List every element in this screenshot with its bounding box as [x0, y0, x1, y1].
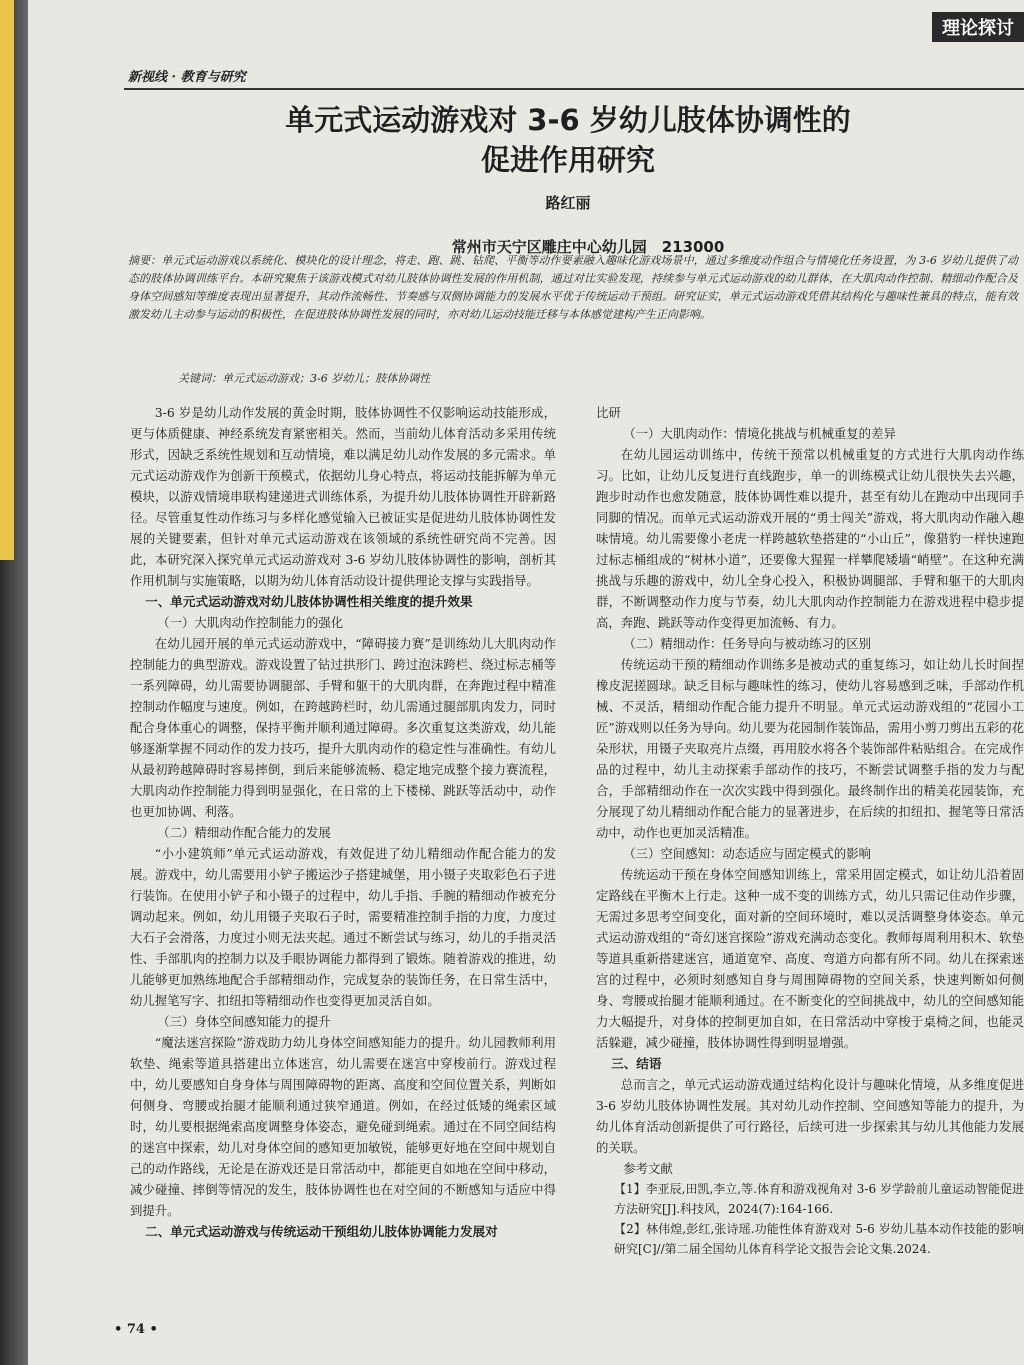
subsection-heading: （二）精细动作配合能力的发展	[157, 825, 331, 840]
abstract: 摘要：单元式运动游戏以系统化、模块化的设计理念，将走、跑、跳、钻爬、平衡等动作要素融入趣味化游戏场景中，通过多维度动作组合与情境化任务设置，为 3-6 岁幼儿提供了动态的肢体协调训练平台。本研究聚焦于该游戏模式对幼儿肢体协调性发展的作用机制，通过对比实验发现，持续参与单元式运动游戏的幼儿群体，在大肌肉动作控制、精细动作配合及身体空间感知等维度表现出显著提升，其动作流畅性、节奏感与双侧协调能力的发展水平优于传统运动干预组。研究证实，单元式运动游戏凭借其结构化与趣味性兼具的特点，能有效激发幼儿主动参与运动的积极性，在促进肢体协调性发展的同时，亦对幼儿运动技能迁移与本体感觉建构产生正向影响。	[128, 254, 1018, 321]
section-heading: 三、结语	[611, 1056, 662, 1071]
paragraph: “小小建筑师”单元式运动游戏，有效促进了幼儿精细动作配合能力的发展。游戏中，幼儿需要用小铲子搬运沙子搭建城堡，用小镊子夹取彩色石子进行装饰。在使用小铲子和小镊子的过程中，幼儿手指、手腕的精细动作被充分调动起来。例如，幼儿用镊子夹取石子时，需要精准控制手指的力度，力度过大石子会滑落，力度过小则无法夹起。通过不断尝试与练习，幼儿的手指灵活性、手部肌肉的控制力以及手眼协调能力都得到了锻炼。随着游戏的推进，幼儿能够更加熟练地配合手部精细动作，完成复杂的装饰任务，在日常生活中，幼儿握笔写字、扣纽扣等精细动作也变得更加灵活自如。	[130, 846, 556, 1008]
reference-item: 【1】李亚辰,田凯,李立,等.体育和游戏视角对 3-6 岁学龄前儿童运动智能促进方法研究[J].科技风，2024(7):164-166.	[614, 1182, 1024, 1216]
subsection-heading: （一）大肌肉动作：情境化挑战与机械重复的差异	[623, 426, 896, 441]
subsection-heading: 参考文献	[623, 1161, 673, 1176]
author-affiliation: 常州市天宁区雕庄中心幼儿园 213000	[451, 238, 725, 256]
article-title-line-1: 单元式运动游戏对 3-6 岁幼儿肢体协调性的	[285, 103, 851, 137]
section-heading: 二、单元式运动游戏与传统运动干预组幼儿肢体协调能力发展对	[145, 1224, 498, 1239]
section-heading: 一、单元式运动游戏对幼儿肢体协调性相关维度的提升效果	[145, 594, 473, 609]
page-number: • 74 •	[114, 1322, 158, 1337]
paragraph: 在幼儿园开展的单元式运动游戏中，“障碍接力赛”是训练幼儿大肌肉动作控制能力的典型游戏。游戏设置了钻过拱形门、跨过泡沫跨栏、绕过标志桶等一系列障碍，幼儿需要协调腿部、手臂和躯干的大肌肉群，在奔跑过程中精准控制动作幅度与速度。例如，在跨越跨栏时，幼儿需通过腿部肌肉发力，同时配合身体重心的调整，保持平衡并顺利通过障碍。多次重复这类游戏，幼儿能够逐渐掌握不同动作的发力技巧，提升大肌肉动作的稳定性与准确性。有幼儿从最初跨越障碍时容易摔倒，到后来能够流畅、稳定地完成整个接力赛流程，大肌肉动作控制能力得到明显强化，在日常的上下楼梯、跳跃等活动中，动作也更加协调、利落。	[130, 636, 556, 819]
section-tag: 理论探讨	[932, 12, 1024, 42]
paragraph: 3-6 岁是幼儿动作发展的黄金时期，肢体协调性不仅影响运动技能形成，更与体质健康、神经系统发育紧密相关。然而，当前幼儿体育活动多采用传统形式，因缺乏系统性规划和互动情境，难以满足幼儿动作发展的多元需求。单元式运动游戏作为创新干预模式，依据幼儿身心特点，将运动技能拆解为单元模块，以游戏情境串联构建递进式训练体系，为提升幼儿肢体协调性开辟新路径。尽管重复性动作练习与多样化感觉输入已被证实是促进幼儿肢体协调性发展的关键要素，但针对单元式运动游戏在该领域的系统性研究尚不完善。因此，本研究深入探究单元式运动游戏对 3-6 岁幼儿肢体协调性的影响，剖析其作用机制与实施策略，以期为幼儿体育活动设计提供理论支撑与实践指导。	[130, 405, 556, 588]
left-column	[130, 402, 556, 1242]
paragraph: 传统运动干预的精细动作训练多是被动式的重复练习，如让幼儿长时间捏橡皮泥搓圆球。缺乏目标与趣味性的练习，使幼儿容易感到乏味，手部动作机械、不灵活，精细动作配合能力提升不明显。单元式运动游戏组的“花园小工匠”游戏则以任务为导向。幼儿要为花园制作装饰品，需用小剪刀剪出五彩的花朵形状，用镊子夹取亮片点缀，再用胶水将各个装饰部件粘贴组合。在完成作品的过程中，幼儿主动探索手部动作的技巧，不断尝试调整手指的发力与配合，手部精细动作在一次次实践中得到强化。最终制作出的精美花园装饰，充分展现了幼儿精细动作配合能力的显著进步，在后续的扣纽扣、握笔等日常活动中，动作也更加灵活精准。	[596, 657, 1024, 840]
article-title-line-2: 促进作用研究	[480, 143, 655, 177]
subsection-heading: （三）身体空间感知能力的提升	[157, 1014, 331, 1029]
paragraph: 在幼儿园运动训练中，传统干预常以机械重复的方式进行大肌肉动作练习。比如，让幼儿反复进行直线跑步，单一的训练模式让幼儿很快失去兴趣，跑步时动作也愈发随意，肢体协调性难以提升，甚至有幼儿在跑动中出现同手同脚的情况。而单元式运动游戏开展的“勇士闯关”游戏，将大肌肉动作融入趣味情境。幼儿需要像小老虎一样跨越软垫搭建的“小山丘”，像猎豹一样快速跑过标志桶组成的“树林小道”，还要像大猩猩一样攀爬矮墙“峭壁”。在这种充满挑战与乐趣的游戏中，幼儿全身心投入，积极协调腿部、手臂和躯干的大肌肉群，不断调整动作力度与节奏，幼儿大肌肉动作控制能力在游戏进程中稳步提高，奔跑、跳跃等动作变得更加流畅、有力。	[596, 447, 1024, 630]
reference-item: 【2】林伟煌,彭红,张诗瑶.功能性体育游戏对 5-6 岁幼儿基本动作技能的影响研究[C]//第二届全国幼儿体育科学论文报告会论文集.2024.	[614, 1222, 1024, 1256]
paragraph: 传统运动干预在身体空间感知训练上，常采用固定模式，如让幼儿沿着固定路线在平衡木上行走。这种一成不变的训练方式，幼儿只需记住动作步骤，无需过多思考空间变化，面对新的空间环境时，难以灵活调整身体姿态。单元式运动游戏组的“奇幻迷宫探险”游戏充满动态变化。教师每周利用积木、软垫等道具重新搭建迷宫，通道宽窄、高度、弯道方向都有所不同。幼儿在探索迷宫的过程中，必须时刻感知自身与周围障碍物的空间关系，快速判断如何侧身、弯腰或抬腿才能顺利通过。在不断变化的空间挑战中，幼儿的空间感知能力大幅提升，对身体的控制更加自如，在日常活动中穿梭于桌椅之间，也能灵活躲避，减少碰撞，肢体协调性得到明显增强。	[596, 867, 1024, 1050]
subsection-heading: （三）空间感知：动态适应与固定模式的影响	[623, 846, 872, 861]
paragraph: “魔法迷宫探险”游戏助力幼儿身体空间感知能力的提升。幼儿园教师利用软垫、绳索等道具搭建出立体迷宫，幼儿需要在迷宫中穿梭前行。游戏过程中，幼儿要感知自身身体与周围障碍物的距离、高度和空间位置关系，判断如何侧身、弯腰或抬腿才能顺利通过狭窄通道。例如，在经过低矮的绳索区域时，幼儿要根据绳索高度调整身体姿态，避免碰到绳索。通过在不同空间结构的迷宫中探索，幼儿对身体空间的感知更加敏锐，能够更好地在空间中规划自己的动作路线，无论是在游戏还是日常活动中，都能更自如地在空间中移动，减少碰撞、摔倒等情况的发生，肢体协调性也在对空间的不断感知与适应中得到提升。	[130, 1035, 556, 1218]
continued-heading: 比研	[596, 405, 621, 420]
yellow-edge	[0, 0, 14, 560]
journal-page	[28, 0, 1024, 1365]
running-head: 新视线 · 教育与研究	[128, 70, 246, 85]
right-column	[596, 402, 1024, 1259]
paragraph: 总而言之，单元式运动游戏通过结构化设计与趣味化情境，从多维度促进 3-6 岁幼儿肢体协调性发展。其对幼儿动作控制、空间感知等能力的提升，为幼儿体育活动创新提供了可行路径，后续可进一步探索其与幼儿其他能力发展的关联。	[596, 1077, 1024, 1155]
author-name: 路红丽	[545, 194, 591, 212]
subsection-heading: （二）精细动作：任务导向与被动练习的区别	[623, 636, 872, 651]
subsection-heading: （一）大肌肉动作控制能力的强化	[157, 615, 344, 630]
keywords: 关键词：单元式运动游戏；3-6 岁幼儿；肢体协调性	[178, 372, 431, 385]
header-rule	[124, 88, 1024, 90]
